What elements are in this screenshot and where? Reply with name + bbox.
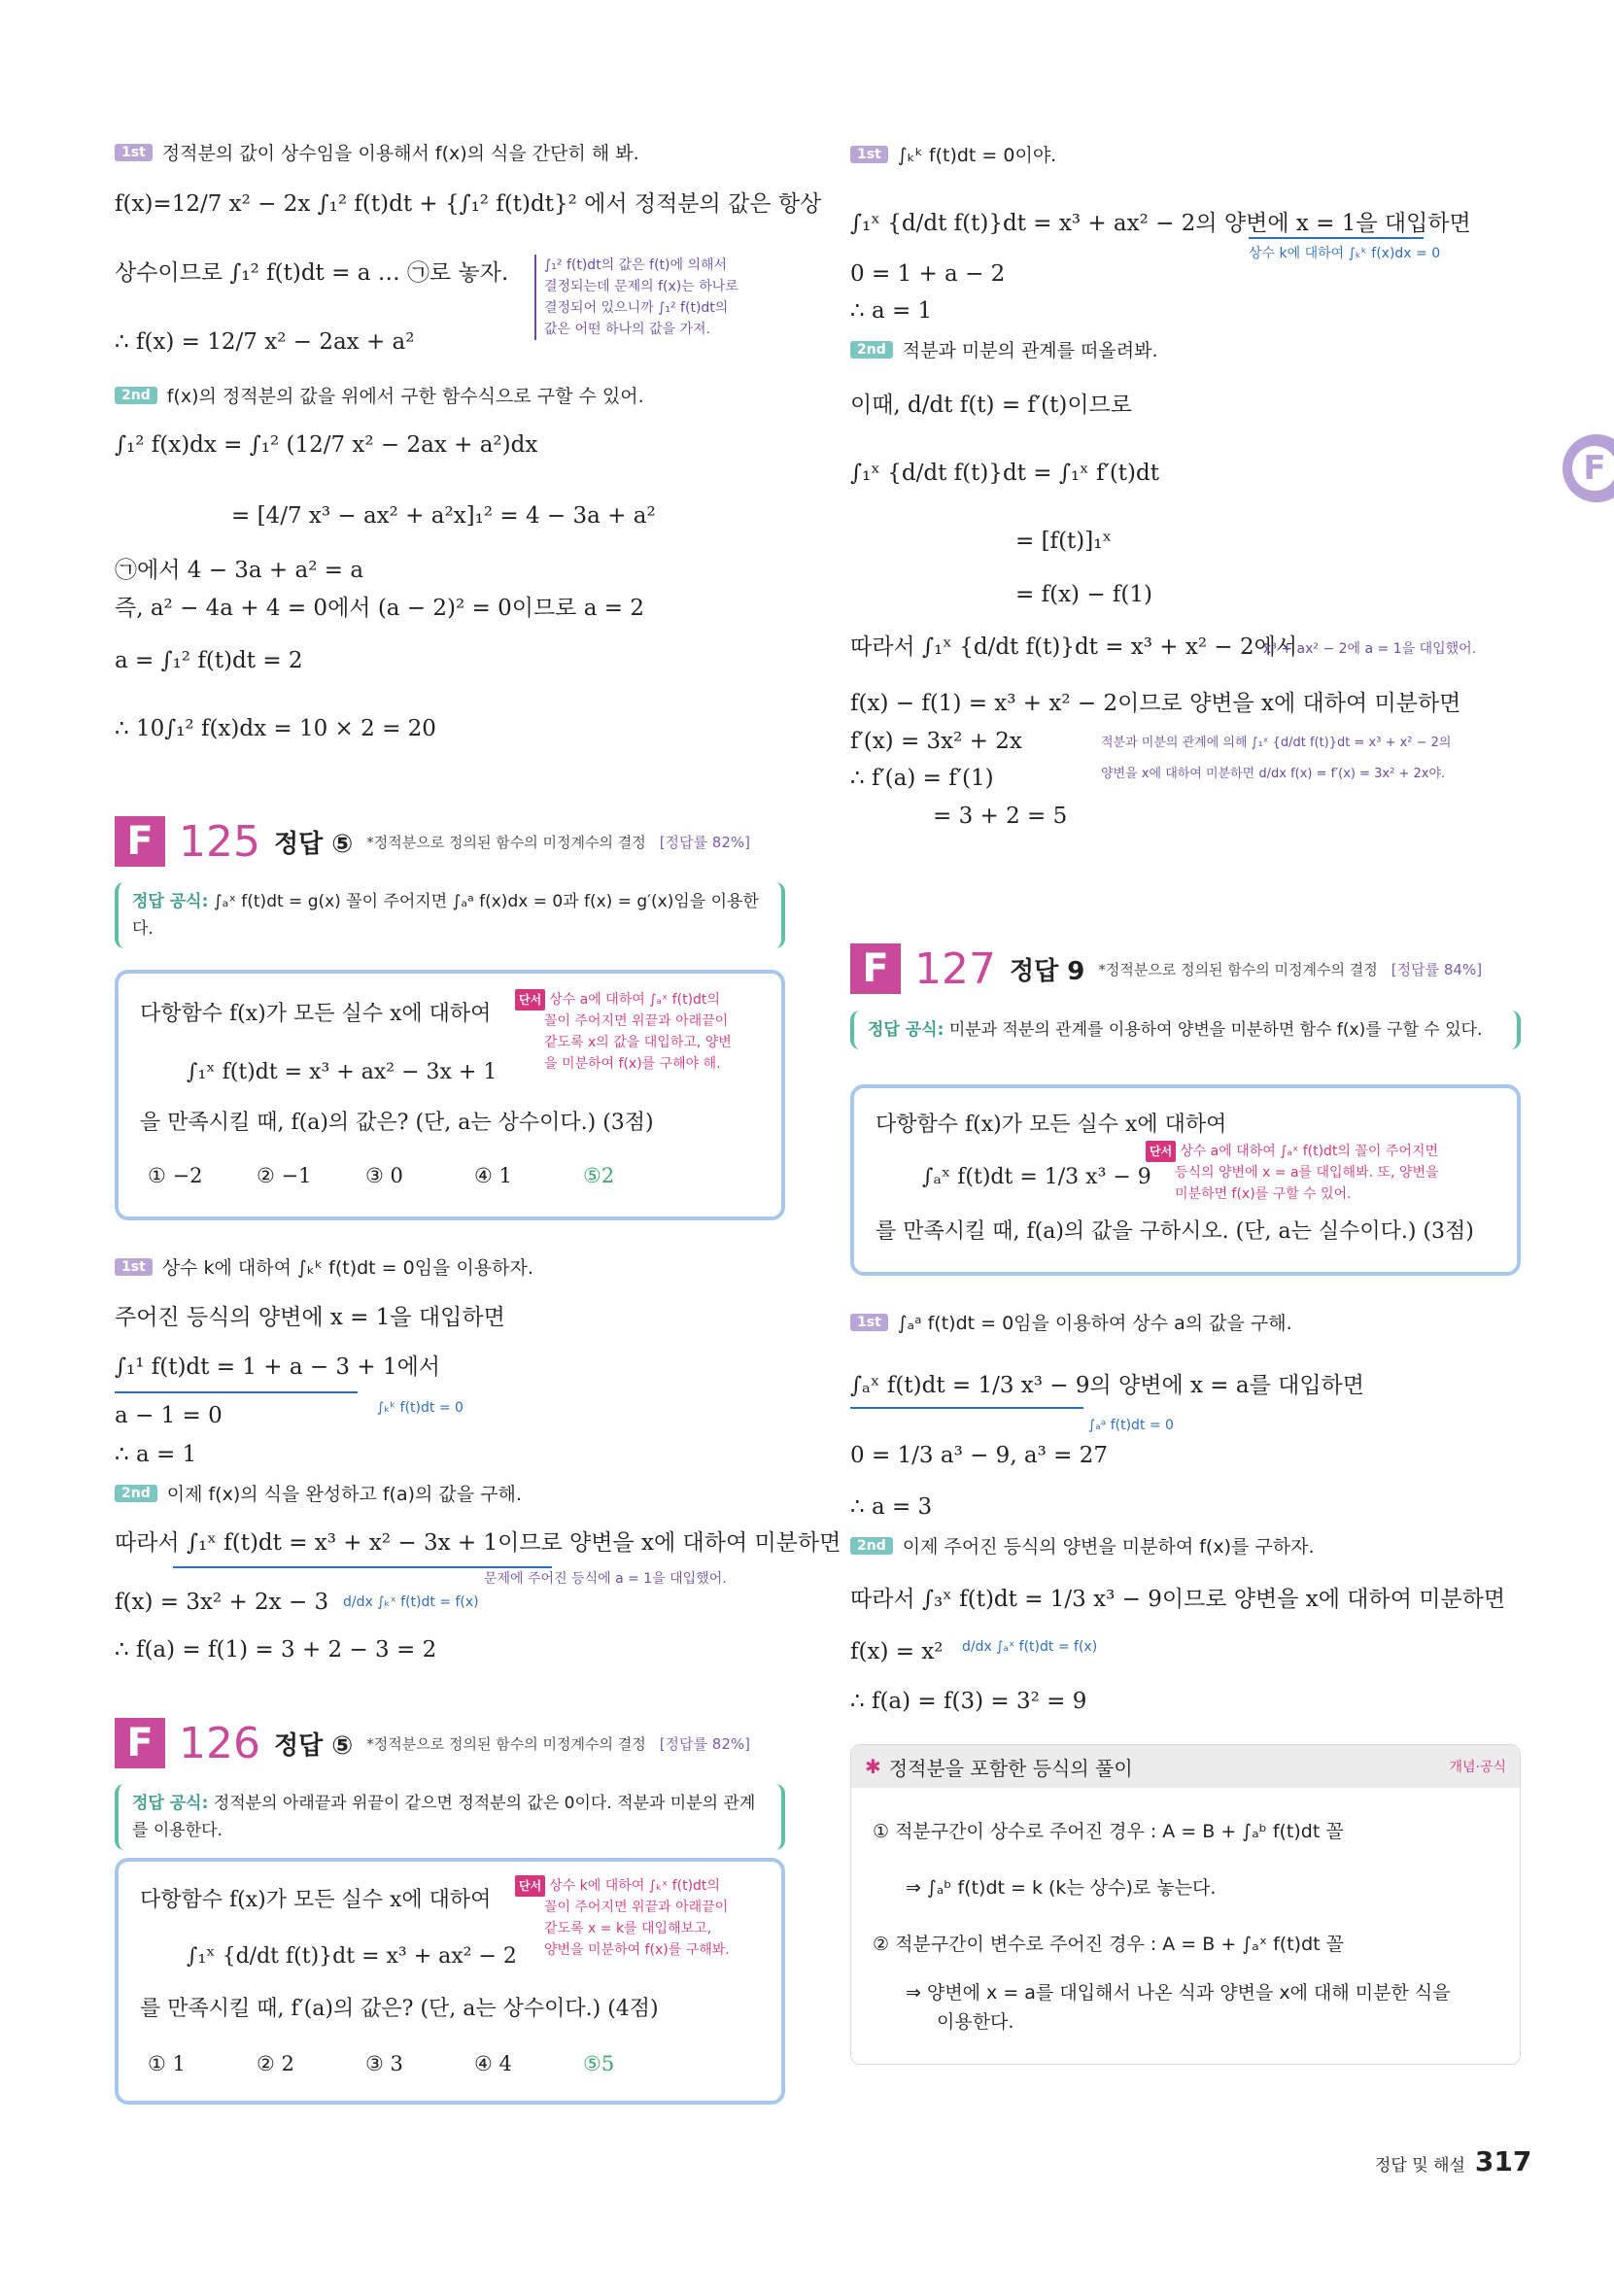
equation-line: f(x) = x² <box>850 1639 944 1664</box>
problem-text: 를 만족시킬 때, f′(a)의 값은? (단, a는 상수이다.) (4점) <box>140 1997 659 2021</box>
equation-line: f′(x) = 3x² + 2x <box>850 729 1022 754</box>
hint-line: 미분하면 f(x)를 구할 수 있어. <box>1175 1186 1352 1202</box>
equation-line: f(x) − f(1) = x³ + x² − 2이므로 양변을 x에 대하여 미분하면 <box>850 691 1461 716</box>
equation-line: a − 1 = 0 <box>115 1403 223 1428</box>
equation-line: ∫₁ˣ {d/dt f(t)}dt = x³ + ax² − 2의 양변에 x = 1을 대입하면 <box>850 211 1471 236</box>
problem-text: 을 만족시킬 때, f(a)의 값은? (단, a는 상수이다.) (3점) <box>140 1111 654 1135</box>
summary-header <box>851 1745 1520 1788</box>
equation-line: ㉠에서 4 − 3a + a² = a <box>115 558 364 583</box>
problem-number: 127 <box>914 943 996 994</box>
equation-line: ∴ a = 1 <box>115 1442 197 1467</box>
choice: ④ 4 <box>474 2052 512 2075</box>
step-text: 상수 k에 대하여 ∫ₖᵏ f(t)dt = 0임을 이용하자. <box>161 1257 533 1279</box>
equation-line: 주어진 등식의 양변에 x = 1을 대입하면 <box>115 1305 505 1330</box>
step-text: 적분과 미분의 관계를 떠올려봐. <box>902 340 1158 361</box>
choice: ④ 1 <box>474 1164 512 1187</box>
choice: ③ 0 <box>365 1164 403 1187</box>
note-line: 값은 어떤 하나의 값을 가져. <box>544 322 711 337</box>
choice: ① 1 <box>148 2052 186 2075</box>
step-text: ∫ₖᵏ f(t)dt = 0이야. <box>897 145 1057 166</box>
correct-rate: [정답률 84%] <box>1391 960 1483 978</box>
problem-equation: ∫₁ˣ f(t)dt = x³ + ax² − 3x + 1 <box>187 1060 498 1084</box>
side-note: 상수 k에 대하여 ∫ₖᵏ f(x)dx = 0 <box>1249 246 1441 261</box>
note-line: 적분과 미분의 관계에 의해 ∫₁ˣ {d/dt f(t)}dt = x³ + x² − 2의 <box>1101 736 1452 750</box>
step-badge: 1st <box>850 1314 888 1331</box>
problem-text: 다항함수 f(x)가 모든 실수 x에 대하여 <box>140 1002 492 1026</box>
answer-formula <box>115 1784 785 1850</box>
side-note: x³ + ax² − 2에 a = 1을 대입했어. <box>1263 641 1477 657</box>
problem-type: *정적분으로 정의된 함수의 미정계수의 결정 <box>366 1734 646 1753</box>
note-line: 양변을 x에 대하여 미분하면 d/dx f(x) = f′(x) = 3x² + 2x야. <box>1101 767 1446 781</box>
hint-line: 꼴이 주어지면 위끝과 아래끝이 <box>544 1900 729 1915</box>
equation-line: ∴ a = 3 <box>850 1494 933 1520</box>
side-note <box>534 255 797 340</box>
problem-text: 다항함수 f(x)가 모든 실수 x에 대하여 <box>140 1888 492 1912</box>
equation-line: 따라서 ∫₃ˣ f(t)dt = 1/3 x³ − 9이므로 양변을 x에 대하여 미분하면 <box>850 1587 1506 1612</box>
equation-line: = 3 + 2 = 5 <box>933 804 1068 829</box>
equation-line: ∴ f(a) = f(1) = 3 + 2 − 3 = 2 <box>115 1637 437 1662</box>
answer-label: 정답 9 <box>1009 956 1085 986</box>
note-line: ∫₁² f(t)dt의 값은 f(t)에 의해서 <box>544 257 728 273</box>
equation-line: ∴ a = 1 <box>850 298 933 324</box>
equation-line: 0 = 1 + a − 2 <box>850 261 1006 287</box>
section-tab-letter: F <box>1572 446 1614 491</box>
equation-line: ∴ f′(a) = f′(1) <box>850 766 994 791</box>
step-1st <box>115 139 785 165</box>
star-icon: ✱ <box>865 1755 881 1778</box>
hint-note <box>515 1875 777 1961</box>
step-badge: 1st <box>115 144 153 161</box>
page-footer <box>1375 2145 1531 2177</box>
f-label: F <box>115 816 165 867</box>
summary-item: 이용한다. <box>937 2011 1014 2033</box>
hint-line: 등식의 양변에 x = a를 대입해봐. 또, 양변을 <box>1175 1165 1439 1181</box>
step-2nd <box>115 1480 785 1506</box>
answer-formula <box>850 1011 1521 1049</box>
side-note <box>1101 728 1528 790</box>
formula-text: 정적분의 아래끝과 위끝이 같으면 정적분의 값은 0이다. 적분과 미분의 관계를 이용한다. <box>132 1794 756 1840</box>
summary-item: ② 적분구간이 변수로 주어진 경우 : A = B + ∫ₐˣ f(t)dt 꼴 <box>873 1934 1344 1955</box>
step-2nd <box>115 382 785 408</box>
hint-line: 꼴이 주어지면 위끝과 아래끝이 <box>544 1013 729 1029</box>
problem-number: 125 <box>179 816 260 867</box>
step-text: 이제 주어진 등식의 양변을 미분하여 f(x)를 구하자. <box>902 1536 1315 1558</box>
step-text: f(x)의 정적분의 값을 위에서 구한 함수식으로 구할 수 있어. <box>166 386 644 407</box>
underline <box>115 1391 358 1393</box>
side-note: d/dx ∫ₐˣ f(t)dt = f(x) <box>962 1639 1098 1655</box>
summary-tag: 개념·공식 <box>1449 1760 1506 1775</box>
summary-box <box>850 1744 1521 2065</box>
hint-line: 을 미분하여 f(x)를 구해야 해. <box>544 1056 721 1072</box>
step-1st <box>850 1309 1521 1335</box>
hint-line: 양변을 미분하여 f(x)를 구해봐. <box>544 1942 730 1958</box>
choice-correct: ⑤5 <box>583 2052 615 2075</box>
step-2nd <box>850 336 1521 362</box>
correct-rate: [정답률 82%] <box>659 1734 750 1753</box>
hint-line: 같도록 x의 값을 대입하고, 양변 <box>544 1035 732 1050</box>
choice: ② −1 <box>257 1164 312 1187</box>
answer-label: 정답 ⑤ <box>273 829 354 859</box>
step-badge: 2nd <box>115 387 157 404</box>
step-badge: 1st <box>850 146 888 163</box>
f-label: F <box>850 943 901 994</box>
summary-item: ⇒ ∫ₐᵇ f(t)dt = k (k는 상수)로 놓는다. <box>906 1877 1217 1899</box>
answer-formula <box>115 882 785 948</box>
equation-line: = [4/7 x³ − ax² + a²x]₁² = 4 − 3a + a² <box>231 503 656 529</box>
side-note: ∫ₐᵃ f(t)dt = 0 <box>1088 1418 1174 1433</box>
step-badge: 1st <box>115 1258 153 1276</box>
underline <box>850 1407 1083 1409</box>
summary-title: 정적분을 포함한 등식의 풀이 <box>888 1756 1133 1780</box>
formula-label: 정답 공식: <box>132 892 209 911</box>
problem-equation: ∫ₐˣ f(t)dt = 1/3 x³ − 9 <box>922 1165 1151 1189</box>
equation-line: 이때, d/dt f(t) = f′(t)이므로 <box>850 393 1132 418</box>
problem-box-125 <box>115 970 785 1220</box>
problem-box-126 <box>115 1858 785 2105</box>
problem-equation: ∫₁ˣ {d/dt f(t)}dt = x³ + ax² − 2 <box>187 1944 517 1969</box>
answer-choices <box>148 1164 810 1187</box>
equation-line: ∫₁² f(x)dx = ∫₁² (12/7 x² − 2ax + a²)dx <box>115 432 538 458</box>
step-badge: 2nd <box>850 341 893 359</box>
summary-item: ⇒ 양변에 x = a를 대입해서 나온 식과 양변을 x에 대해 미분한 식을 <box>906 1982 1451 2004</box>
f-label: F <box>115 1718 165 1768</box>
formula-label: 정답 공식: <box>868 1020 944 1040</box>
note-line: 결정되어 있으니까 ∫₁² f(t)dt의 <box>544 300 729 316</box>
problem-header-127 <box>850 941 1521 997</box>
hint-line: 상수 k에 대하여 ∫ₖˣ f(t)dt의 <box>549 1878 720 1894</box>
underline <box>1249 237 1424 239</box>
problem-type: *정적분으로 정의된 함수의 미정계수의 결정 <box>1098 960 1378 978</box>
problem-type: *정적분으로 정의된 함수의 미정계수의 결정 <box>366 833 646 851</box>
summary-item: ① 적분구간이 상수로 주어진 경우 : A = B + ∫ₐᵇ f(t)dt 꼴 <box>873 1821 1344 1842</box>
problem-text: 를 만족시킬 때, f(a)의 값을 구하시오. (단, a는 실수이다.) (3점) <box>876 1219 1474 1244</box>
problem-number: 126 <box>179 1718 260 1768</box>
equation-line: f(x) = 3x² + 2x − 3 <box>115 1590 329 1615</box>
hint-line: 상수 a에 대하여 ∫ₐˣ f(t)dt의 <box>549 992 720 1008</box>
choice: ② 2 <box>257 2052 294 2075</box>
equation-line: 즉, a² − 4a + 4 = 0에서 (a − 2)² = 0이므로 a = 2 <box>115 596 644 621</box>
choice-correct: ⑤2 <box>583 1164 615 1187</box>
equation-line: ∴ f(a) = f(3) = 3² = 9 <box>850 1689 1087 1714</box>
step-2nd <box>850 1532 1521 1559</box>
footer-label: 정답 및 해설 <box>1375 2156 1465 2176</box>
choice: ① −2 <box>148 1164 203 1187</box>
hint-tag: 단서 <box>515 989 545 1011</box>
choice: ③ 3 <box>365 2052 403 2075</box>
problem-box-127 <box>850 1084 1521 1276</box>
correct-rate: [정답률 82%] <box>659 833 750 851</box>
equation-line: ∴ 10∫₁² f(x)dx = 10 × 2 = 20 <box>115 716 436 741</box>
hint-note <box>515 989 777 1075</box>
step-badge: 2nd <box>115 1485 157 1502</box>
side-note: 문제에 주어진 등식에 a = 1을 대입했어. <box>484 1571 727 1587</box>
equation-line: 0 = 1/3 a³ − 9, a³ = 27 <box>850 1443 1109 1468</box>
page-number: 317 <box>1474 2145 1532 2177</box>
formula-text: 미분과 적분의 관계를 이용하여 양변을 미분하면 함수 f(x)를 구할 수 있다. <box>948 1020 1483 1040</box>
hint-tag: 단서 <box>1146 1141 1176 1162</box>
hint-note <box>1146 1141 1515 1205</box>
equation-line: ∫₁ˣ {d/dt f(t)}dt = ∫₁ˣ f′(t)dt <box>850 461 1159 486</box>
equation-line: ∴ f(x) = 12/7 x² − 2ax + a² <box>115 329 415 355</box>
step-1st <box>850 141 1521 167</box>
equation-line: ∫ₐˣ f(t)dt = 1/3 x³ − 9의 양변에 x = a를 대입하면 <box>850 1373 1364 1398</box>
step-badge: 2nd <box>850 1537 893 1555</box>
side-note: ∫ₖᵏ f(t)dt = 0 <box>377 1400 464 1416</box>
answer-label: 정답 ⑤ <box>273 1731 354 1761</box>
problem-header-125 <box>115 813 785 870</box>
step-1st <box>115 1253 785 1280</box>
equation-line: = [f(t)]₁ˣ <box>1015 529 1113 554</box>
section-tab-f <box>1562 434 1614 502</box>
hint-tag: 단서 <box>515 1875 545 1897</box>
hint-line: 상수 a에 대하여 ∫ₐˣ f(t)dt의 꼴이 주어지면 <box>1180 1144 1438 1159</box>
equation-line: 상수이므로 ∫₁² f(t)dt = a … ㉠로 놓자. <box>115 260 509 286</box>
equation-line: f(x)=12/7 x² − 2x ∫₁² f(t)dt + {∫₁² f(t)dt}² 에서 정적분의 값은 항상 <box>115 191 822 217</box>
note-line: 결정되는데 문제의 f(x)는 하나로 <box>544 279 738 294</box>
equation-line: 따라서 ∫₁ˣ f(t)dt = x³ + x² − 3x + 1이므로 양변을 x에 대하여 미분하면 <box>115 1530 841 1556</box>
answer-choices <box>148 2052 810 2075</box>
step-text: 정적분의 값이 상수임을 이용해서 f(x)의 식을 간단히 해 봐. <box>161 143 639 164</box>
problem-text: 다항함수 f(x)가 모든 실수 x에 대하여 <box>876 1113 1227 1137</box>
equation-line: = f(x) − f(1) <box>1015 582 1152 607</box>
side-note: d/dx ∫ₖˣ f(t)dt = f(x) <box>343 1594 479 1610</box>
equation-line: 따라서 ∫₁ˣ {d/dt f(t)}dt = x³ + x² − 2에서 <box>850 634 1298 660</box>
equation-line: ∫₁¹ f(t)dt = 1 + a − 3 + 1에서 <box>115 1354 441 1380</box>
formula-text: ∫ₐˣ f(t)dt = g(x) 꼴이 주어지면 ∫ₐᵃ f(x)dx = 0과 f(x) = g′(x)임을 이용한다. <box>132 892 759 939</box>
problem-header-126 <box>115 1715 785 1771</box>
step-text: 이제 f(x)의 식을 완성하고 f(a)의 값을 구해. <box>166 1484 522 1505</box>
step-text: ∫ₐᵃ f(t)dt = 0임을 이용하여 상수 a의 값을 구해. <box>897 1313 1292 1334</box>
equation-line: a = ∫₁² f(t)dt = 2 <box>115 648 303 673</box>
formula-label: 정답 공식: <box>132 1794 209 1813</box>
hint-line: 같도록 x = k를 대입해보고, <box>544 1921 712 1936</box>
